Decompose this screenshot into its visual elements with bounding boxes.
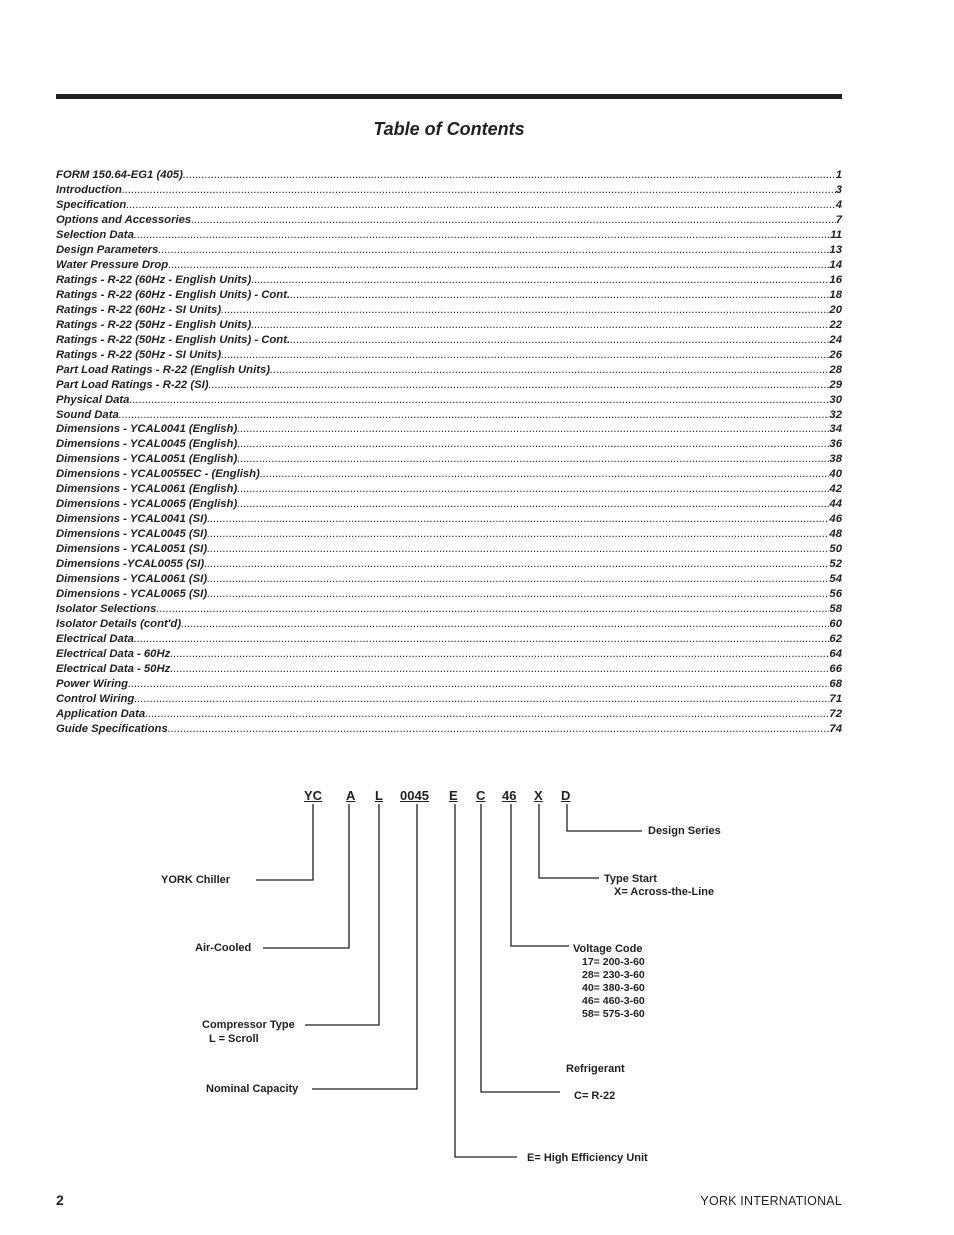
toc-entry-page: 44 bbox=[829, 498, 842, 511]
toc-entry-title: Physical Data bbox=[56, 393, 130, 406]
toc-entry-title: Specification bbox=[56, 198, 127, 211]
toc-entry-title: Ratings - R-22 (60Hz - SI Units) bbox=[56, 303, 222, 316]
toc-entry-page: 1 bbox=[835, 169, 842, 181]
toc-entry-page: 56 bbox=[829, 588, 842, 601]
code-yc: YC bbox=[304, 788, 323, 803]
toc-entry-page: 30 bbox=[829, 393, 842, 406]
toc-entry-page: 58 bbox=[829, 603, 842, 616]
toc-entry-title: Dimensions - YCAL0045 (SI) bbox=[56, 528, 208, 541]
toc-entry-page: 66 bbox=[829, 662, 842, 675]
toc-entry-page: 74 bbox=[829, 722, 842, 735]
code-a: A bbox=[346, 788, 356, 803]
toc-entry-title: Power Wiring bbox=[56, 677, 129, 690]
voltage-option: 17= 200-3-60 bbox=[582, 956, 645, 968]
toc-entry-title: Electrical Data - 60Hz bbox=[56, 648, 171, 660]
toc-entry-page: 42 bbox=[829, 483, 842, 496]
toc-entry-page: 54 bbox=[829, 573, 842, 586]
toc-entry-title: Application Data bbox=[56, 707, 146, 720]
toc-entry-page: 60 bbox=[829, 618, 842, 631]
label-type-start: Type Start bbox=[604, 873, 657, 885]
toc-entry-title: Electrical Data bbox=[56, 633, 134, 646]
label-type-start-value: X= Across-the-Line bbox=[614, 886, 715, 898]
toc-entry-page: 13 bbox=[829, 243, 842, 256]
code-e: E bbox=[449, 788, 458, 803]
toc-entry-title: Ratings - R-22 (50Hz - English Units) bbox=[56, 318, 252, 331]
page-number: 2 bbox=[56, 1192, 64, 1208]
toc-entry-title: Water Pressure Drop bbox=[56, 258, 169, 271]
code-d: D bbox=[561, 788, 571, 803]
toc-entry-page: 16 bbox=[829, 273, 842, 286]
toc-entry-page: 7 bbox=[835, 213, 842, 226]
toc-entry-page: 71 bbox=[829, 692, 842, 705]
toc-entry-title: Dimensions - YCAL0045 (English) bbox=[56, 438, 238, 451]
toc-entry-title: Dimensions - YCAL0061 (SI) bbox=[56, 573, 208, 586]
toc-entry-page: 18 bbox=[829, 288, 842, 301]
toc-entry-title: Sound Data bbox=[56, 408, 119, 421]
toc-entry-title: Dimensions -YCAL0055 (SI) bbox=[56, 558, 205, 571]
toc-entry-page: 28 bbox=[829, 363, 842, 376]
toc-entry-page: 3 bbox=[835, 183, 842, 196]
page-title: Table of Contents bbox=[373, 119, 525, 139]
toc-entry-title: Dimensions - YCAL0055EC - (English) bbox=[56, 468, 260, 481]
toc-entry-page: 72 bbox=[829, 707, 842, 720]
label-refrigerant: Refrigerant bbox=[566, 1063, 625, 1075]
label-air-cooled: Air-Cooled bbox=[195, 942, 252, 954]
toc-entry-page: 68 bbox=[829, 677, 842, 690]
voltage-option: 58= 575-3-60 bbox=[582, 1008, 645, 1020]
toc-entry-title: Selection Data bbox=[56, 228, 134, 241]
toc-entry-title: Electrical Data - 50Hz bbox=[56, 662, 171, 675]
toc-entry-title: Design Parameters bbox=[56, 243, 159, 256]
toc-entry-title: Ratings - R-22 (60Hz - English Units) - Cont. bbox=[56, 288, 291, 301]
toc-entry-page: 26 bbox=[829, 348, 842, 361]
toc-entry-title: Part Load Ratings - R-22 (SI) bbox=[56, 378, 209, 391]
toc-entry-page: 11 bbox=[830, 228, 842, 241]
toc-entry-title: Ratings - R-22 (60Hz - English Units) bbox=[56, 273, 252, 286]
toc-entry-title: Dimensions - YCAL0041 (SI) bbox=[56, 513, 208, 526]
toc-entry-page: 4 bbox=[835, 198, 842, 211]
toc-entry-page: 40 bbox=[829, 468, 842, 481]
toc-entry-title: Dimensions - YCAL0065 (English) bbox=[56, 498, 238, 511]
label-refrigerant-value: C= R-22 bbox=[574, 1090, 616, 1102]
toc-entry-title: Options and Accessories bbox=[56, 213, 192, 226]
toc-entry-page: 24 bbox=[829, 333, 842, 346]
toc-entry-title: Dimensions - YCAL0051 (English) bbox=[56, 453, 238, 466]
toc-entry-title: Dimensions - YCAL0061 (English) bbox=[56, 483, 238, 496]
toc-entry-title: Dimensions - YCAL0041 (English) bbox=[56, 423, 238, 436]
label-design-series: Design Series bbox=[648, 825, 721, 837]
toc-entry-title: FORM 150.64-EG1 (405) bbox=[56, 169, 183, 181]
toc-entry-page: 36 bbox=[829, 438, 842, 451]
code-x: X bbox=[534, 788, 543, 803]
label-voltage-code: Voltage Code bbox=[573, 943, 643, 955]
toc-entry-page: 22 bbox=[829, 318, 842, 331]
toc-entry-page: 20 bbox=[829, 303, 842, 316]
code-c: C bbox=[476, 788, 486, 803]
toc-entry-title: Introduction bbox=[56, 183, 122, 196]
voltage-option: 46= 460-3-60 bbox=[582, 995, 645, 1007]
toc-entry-page: 46 bbox=[829, 513, 842, 526]
toc-entry-title: Ratings - R-22 (50Hz - SI Units) bbox=[56, 348, 222, 361]
toc-entry-title: Dimensions - YCAL0051 (SI) bbox=[56, 543, 208, 556]
code-capacity: 0045 bbox=[400, 788, 429, 803]
label-high-efficiency: E= High Efficiency Unit bbox=[527, 1152, 648, 1164]
code-voltage: 46 bbox=[502, 788, 517, 803]
code-l: L bbox=[375, 788, 383, 803]
toc-entry-page: 14 bbox=[829, 258, 842, 271]
voltage-option: 40= 380-3-60 bbox=[582, 982, 645, 994]
toc-entry-title: Guide Specifications bbox=[56, 722, 168, 735]
label-york-chiller: YORK Chiller bbox=[161, 874, 231, 886]
toc-entry-page: 48 bbox=[829, 528, 842, 541]
label-compressor-scroll: L = Scroll bbox=[209, 1033, 259, 1045]
toc-entry-title: Isolator Details (cont'd) bbox=[56, 618, 182, 631]
label-nominal-capacity: Nominal Capacity bbox=[206, 1083, 299, 1095]
toc-entry-page: 52 bbox=[829, 558, 842, 571]
toc-entry-title: Isolator Selections bbox=[56, 603, 157, 616]
toc-entry-page: 62 bbox=[829, 633, 842, 646]
toc-entry-title: Part Load Ratings - R-22 (English Units) bbox=[56, 363, 271, 376]
footer-brand: YORK INTERNATIONAL bbox=[700, 1194, 842, 1208]
toc-entry-title: Ratings - R-22 (50Hz - English Units) - Cont. bbox=[56, 333, 291, 346]
toc-entry-title: Control Wiring bbox=[56, 692, 135, 705]
voltage-option: 28= 230-3-60 bbox=[582, 969, 645, 981]
toc-entry-page: 64 bbox=[829, 648, 842, 660]
toc-entry-title: Dimensions - YCAL0065 (SI) bbox=[56, 588, 208, 601]
label-compressor-type: Compressor Type bbox=[202, 1019, 295, 1031]
toc-entry-page: 29 bbox=[829, 378, 842, 391]
toc-entry-page: 50 bbox=[829, 543, 842, 556]
toc-entry-page: 34 bbox=[829, 423, 842, 436]
toc-entry-page: 38 bbox=[829, 453, 842, 466]
toc-entry-page: 32 bbox=[829, 408, 842, 421]
